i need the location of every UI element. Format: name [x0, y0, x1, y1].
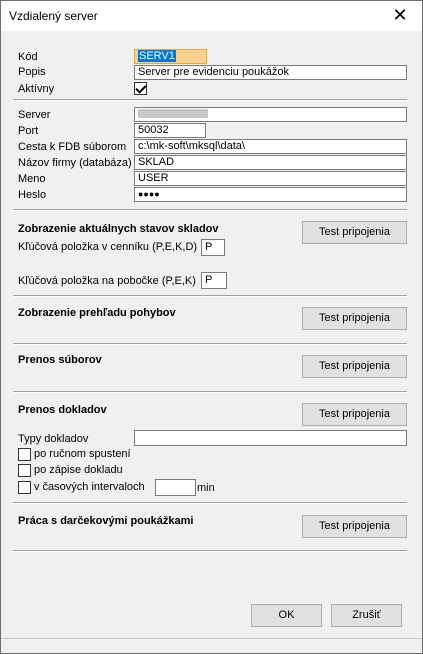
separator: [13, 502, 407, 504]
active-label: Aktívny: [18, 83, 55, 95]
company-field[interactable]: SKLAD: [134, 155, 407, 170]
pricelist-key-field[interactable]: P: [201, 239, 225, 256]
manual-run-checkbox[interactable]: [18, 448, 31, 461]
code-field[interactable]: [134, 49, 207, 64]
interval-unit-label: min: [197, 482, 215, 494]
server-label: Server: [18, 109, 51, 121]
stock-section-heading: Zobrazenie aktuálnych stavov skladov: [18, 223, 219, 235]
files-section-heading: Prenos súborov: [18, 354, 102, 366]
manual-run-label: po ručnom spustení: [34, 448, 131, 460]
stock-test-connection-button[interactable]: Test pripojenia: [302, 221, 407, 244]
server-field[interactable]: [134, 107, 407, 122]
port-field[interactable]: 50032: [134, 123, 206, 138]
path-field[interactable]: c:\mk-soft\mksql\data\: [134, 139, 407, 154]
close-icon[interactable]: ✕: [392, 5, 408, 25]
interval-minutes-field[interactable]: [155, 479, 196, 496]
path-label: Cesta k FDB súborom: [18, 141, 127, 153]
password-label: Heslo: [18, 189, 47, 201]
documents-section-heading: Prenos dokladov: [18, 404, 107, 416]
code-label: Kód: [18, 51, 38, 63]
separator: [13, 295, 407, 297]
user-label: Meno: [18, 173, 46, 185]
active-checkbox[interactable]: [134, 82, 147, 95]
description-label: Popis: [18, 66, 46, 78]
password-field[interactable]: ●●●●: [134, 187, 407, 202]
separator: [13, 99, 407, 101]
documents-test-connection-button[interactable]: Test pripojenia: [302, 403, 407, 426]
document-types-label: Typy dokladov: [18, 433, 89, 445]
branch-key-field[interactable]: P: [201, 272, 227, 289]
movements-section-heading: Zobrazenie prehľadu pohybov: [18, 307, 176, 319]
company-label: Názov firmy (databáza): [18, 157, 132, 169]
movements-test-connection-button[interactable]: Test pripojenia: [302, 307, 407, 330]
user-field[interactable]: USER: [134, 171, 407, 186]
code-value: SERV1: [139, 50, 175, 62]
branch-key-label: Kľúčová položka na pobočke (P,E,K): [18, 275, 196, 287]
pricelist-key-label: Kľúčová položka v cenníku (P,E,K,D): [18, 241, 198, 253]
interval-checkbox[interactable]: [18, 481, 31, 494]
after-save-label: po zápise dokladu: [34, 464, 123, 476]
status-bar: [1, 638, 422, 653]
redacted-server-value: [138, 109, 208, 118]
interval-label: v časových intervaloch: [34, 481, 145, 493]
files-test-connection-button[interactable]: Test pripojenia: [302, 355, 407, 378]
window-title: Vzdialený server: [9, 9, 98, 23]
separator: [13, 550, 407, 552]
after-save-checkbox[interactable]: [18, 464, 31, 477]
title-bar: [1, 1, 422, 31]
description-field[interactable]: Server pre evidenciu poukážok: [134, 65, 407, 80]
vouchers-test-connection-button[interactable]: Test pripojenia: [302, 515, 407, 538]
separator: [13, 343, 407, 345]
document-types-field[interactable]: [134, 430, 407, 446]
cancel-button[interactable]: Zrušiť: [331, 604, 402, 627]
ok-button[interactable]: OK: [251, 604, 322, 627]
port-label: Port: [18, 125, 39, 137]
vouchers-section-heading: Práca s darčekovými poukážkami: [18, 515, 194, 527]
separator: [13, 209, 407, 211]
separator: [13, 391, 407, 393]
